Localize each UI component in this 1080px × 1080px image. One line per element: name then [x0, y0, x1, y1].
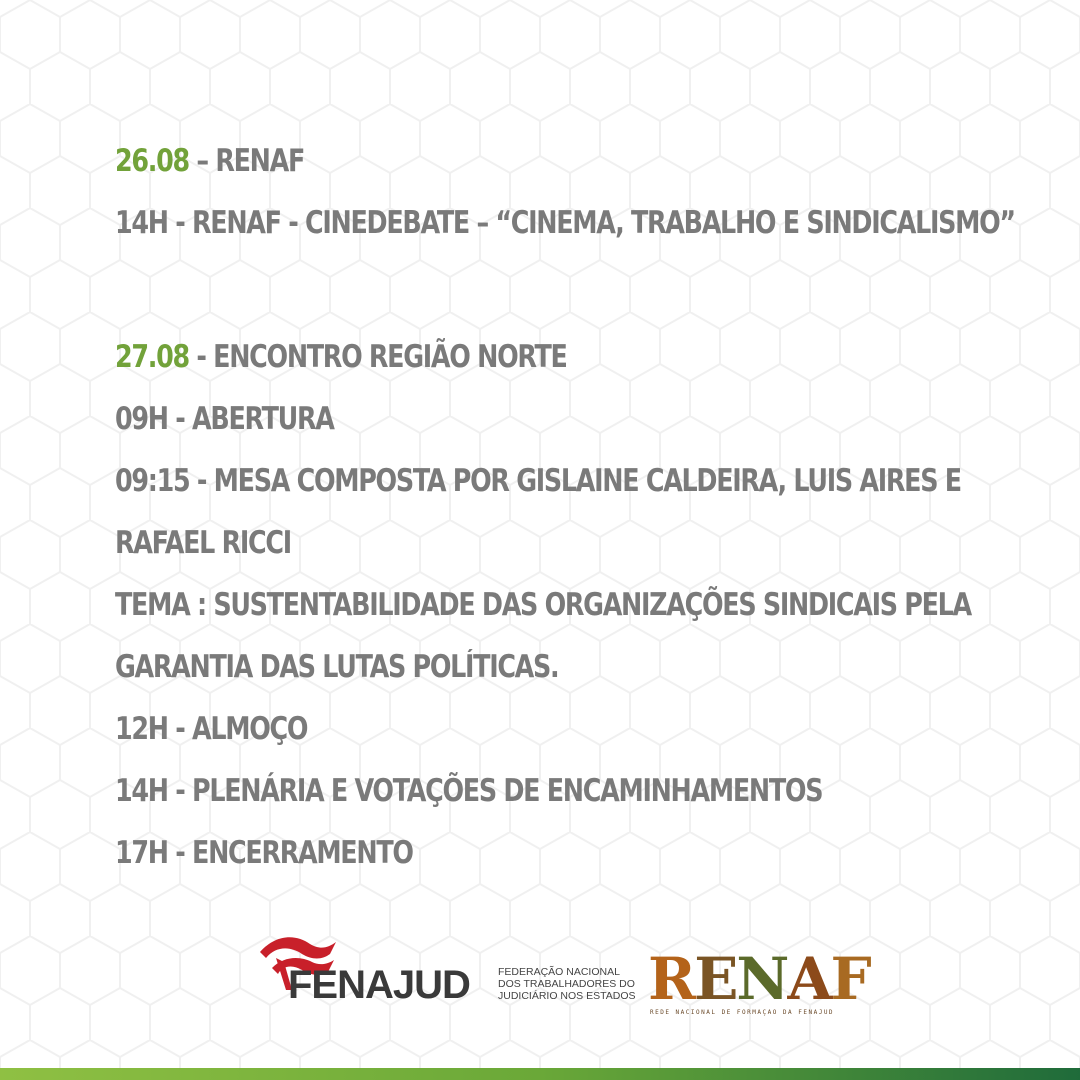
day1-date: 26.08 — [115, 143, 189, 179]
day2-item: GARANTIA DAS LUTAS POLÍTICAS. — [115, 649, 559, 685]
day2-title: - ENCONTRO REGIÃO NORTE — [188, 339, 567, 375]
renaf-letter: A — [787, 945, 831, 1013]
renaf-letter: R — [648, 945, 695, 1013]
day1-title: – RENAF — [188, 143, 305, 179]
fenajud-logo-text: FENAJUD — [288, 963, 470, 1007]
day2-item: 14H - PLENÁRIA E VOTAÇÕES DE ENCAMINHAMENTOS — [115, 773, 823, 809]
day2-item: 09:15 - MESA COMPOSTA POR GISLAINE CALDEIRA, LUIS AIRES E — [115, 463, 961, 499]
day2-item: 17H - ENCERRAMENTO — [115, 835, 413, 871]
day2-item: 12H - ALMOÇO — [115, 711, 308, 747]
fenajud-subtitle — [498, 966, 638, 1002]
renaf-letter: E — [694, 945, 737, 1013]
day1-heading — [115, 130, 853, 192]
day2-heading — [115, 326, 853, 388]
bottom-accent-bar — [0, 1068, 1080, 1080]
renaf-letter: F — [830, 945, 870, 1013]
day2-item: RAFAEL RICCI — [115, 525, 291, 561]
day1-item: 14H - RENAF - CINEDEBATE – “CINEMA, TRABALHO E SINDICALISMO” — [115, 205, 1015, 241]
schedule — [115, 130, 1015, 884]
renaf-letter: N — [736, 945, 788, 1013]
fenajud-subtitle-line: FEDERAÇÃO NACIONAL — [498, 966, 620, 978]
day2-date: 27.08 — [115, 339, 189, 375]
section-gap — [115, 254, 1015, 326]
day2-item: 09H - ABERTURA — [115, 401, 334, 437]
fenajud-subtitle-line: JUDICIÁRIO NOS ESTADOS — [498, 990, 636, 1002]
footer-logos — [0, 925, 1080, 1025]
renaf-tagline: REDE NACIONAL DE FORMAÇÃO DA FENAJUD — [650, 1009, 835, 1016]
fenajud-subtitle-line: DOS TRABALHADORES DO — [498, 978, 635, 990]
day2-item: TEMA : SUSTENTABILIDADE DAS ORGANIZAÇÕES SINDICAIS PELA — [115, 587, 971, 623]
